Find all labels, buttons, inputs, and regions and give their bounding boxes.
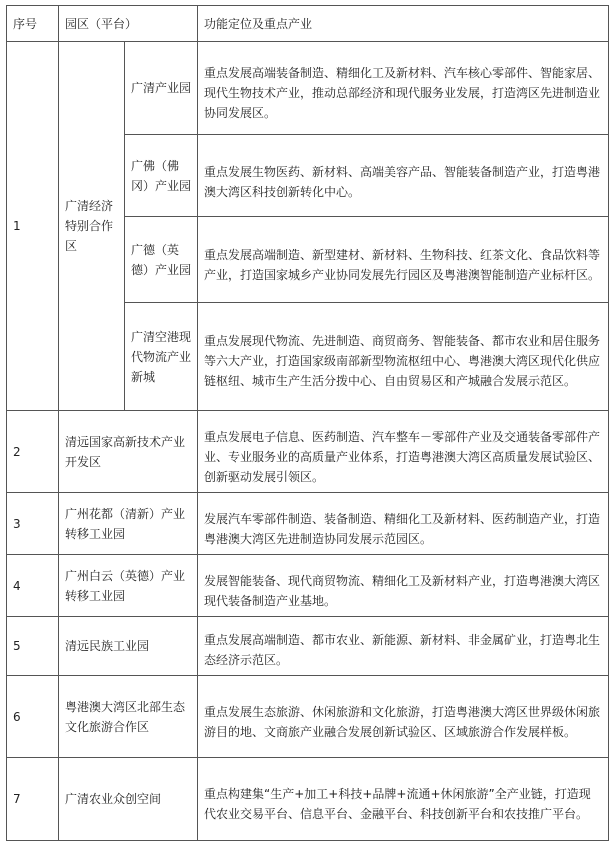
subpark-name: 广清空港现代物流产业新城 — [125, 303, 198, 411]
row-desc: 重点发展生态旅游、休闲旅游和文化旅游，打造粤港澳大湾区世界级休闲旅游目的地、文商旅产业融合发展创新试验区、区域旅游合作发展样板。 — [198, 676, 609, 758]
row-desc: 重点构建集“生产+加工+科技+品牌+流通+休闲旅游”全产业链，打造现代农业交易平台、信息平台、金融平台、科技创新平台和农技推广平台。 — [198, 758, 609, 841]
subpark-name: 广德（英德）产业园 — [125, 217, 198, 303]
row-park: 清远国家高新技术产业开发区 — [59, 411, 198, 493]
row-park: 广州白云（英德）产业转移工业园 — [59, 555, 198, 617]
row-no: 3 — [7, 493, 59, 555]
subpark-desc: 重点发展生物医药、新材料、高端美容产品、智能装备制造产业，打造粤港澳大湾区科技创新转化中心。 — [198, 135, 609, 217]
header-desc: 功能定位及重点产业 — [198, 6, 609, 42]
row-group: 广清经济特别合作区 — [59, 42, 125, 411]
subpark-name: 广佛（佛冈）产业园 — [125, 135, 198, 217]
row-desc: 重点发展高端制造、都市农业、新能源、新材料、非金属矿业，打造粤北生态经济示范区。 — [198, 617, 609, 676]
industrial-parks-table — [6, 5, 609, 841]
subpark-name: 广清产业园 — [125, 42, 198, 135]
row-no: 1 — [7, 42, 59, 411]
row-park: 广州花都（清新）产业转移工业园 — [59, 493, 198, 555]
row-no: 5 — [7, 617, 59, 676]
row-no: 6 — [7, 676, 59, 758]
row-no: 4 — [7, 555, 59, 617]
table-row — [7, 411, 609, 493]
row-park: 粤港澳大湾区北部生态文化旅游合作区 — [59, 676, 198, 758]
row-park: 清远民族工业园 — [59, 617, 198, 676]
row-park: 广清农业众创空间 — [59, 758, 198, 841]
row-desc: 发展汽车零部件制造、装备制造、精细化工及新材料、医药制造产业，打造粤港澳大湾区先进制造协同发展示范园区。 — [198, 493, 609, 555]
table-row — [7, 493, 609, 555]
subpark-desc: 重点发展现代物流、先进制造、商贸商务、智能装备、都市农业和居住服务等六大产业，打造国家级南部新型物流枢纽中心、粤港澳大湾区现代化供应链枢纽、城市生产生活分拨中心、自由贸易区和产城融合发展示范区。 — [198, 303, 609, 411]
subpark-desc: 重点发展高端装备制造、精细化工及新材料、汽车核心零部件、智能家居、现代生物技术产业，推动总部经济和现代服务业发展，打造湾区先进制造业协同发展区。 — [198, 42, 609, 135]
table-row — [7, 758, 609, 841]
subpark-desc: 重点发展高端制造、新型建材、新材料、生物科技、红茶文化、食品饮料等产业，打造国家城乡产业协同发展先行园区及粤港澳智能制造产业标杆区。 — [198, 217, 609, 303]
header-park: 园区（平台） — [59, 6, 198, 42]
table-row — [7, 676, 609, 758]
row-desc: 重点发展电子信息、医药制造、汽车整车－零部件产业及交通装备零部件产业、专业服务业的高质量产业体系，打造粤港澳大湾区高质量发展试验区、创新驱动发展引领区。 — [198, 411, 609, 493]
table-row — [7, 42, 609, 135]
header-no: 序号 — [7, 6, 59, 42]
row-desc: 发展智能装备、现代商贸物流、精细化工及新材料产业，打造粤港澳大湾区现代装备制造产业基地。 — [198, 555, 609, 617]
row-no: 7 — [7, 758, 59, 841]
table-header-row — [7, 6, 609, 42]
table-row — [7, 555, 609, 617]
row-no: 2 — [7, 411, 59, 493]
table-row — [7, 617, 609, 676]
